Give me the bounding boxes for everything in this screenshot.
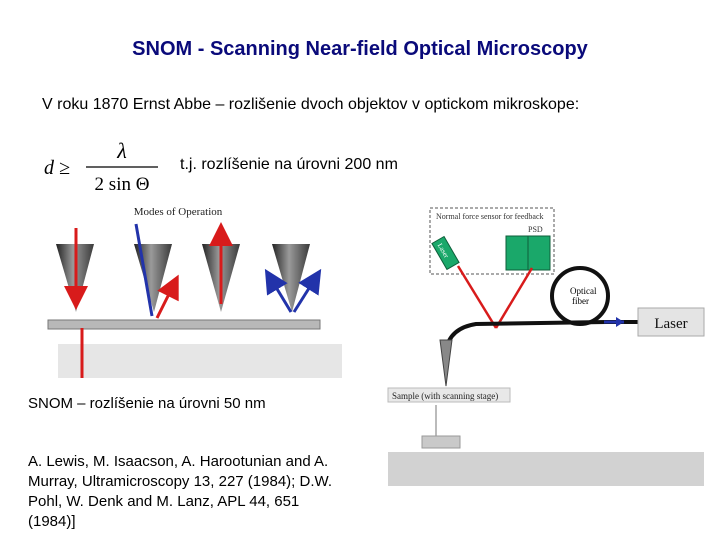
- feedback-laser-label: Laser: [435, 241, 451, 260]
- abbe-statement: V roku 1870 Ernst Abbe – rozlišenie dvoch objektov v optickom mikroskope:: [42, 96, 580, 113]
- formula-denominator: 2 sin Θ: [94, 174, 150, 195]
- snom-setup-figure: [380, 200, 710, 490]
- reflected-beam: [496, 268, 532, 328]
- modes-of-operation-figure: [36, 200, 356, 380]
- fiber-label-2: fiber: [572, 296, 589, 306]
- reference-line: A. Lewis, M. Isaacson, A. Harootunian and A.: [28, 453, 329, 470]
- psd-cell-right: [528, 236, 550, 270]
- sample: [422, 436, 460, 448]
- sample-label: Sample (with scanning stage): [392, 391, 499, 401]
- optical-fiber: [446, 322, 616, 350]
- psd-label: PSD: [528, 225, 543, 234]
- modes-title: Modes of Operation: [133, 206, 223, 218]
- force-sensor-label: Normal force sensor for feedback: [436, 212, 544, 221]
- feedback-laser: [432, 237, 459, 270]
- reference-line: Pohl, W. Denk and M. Lanz, APL 44, 651: [28, 493, 300, 510]
- formula-numerator: λ: [117, 138, 127, 163]
- slide-title: SNOM - Scanning Near-field Optical Microscopy: [132, 38, 588, 60]
- fiber-probe-tip: [440, 340, 452, 386]
- incident-beam: [458, 266, 496, 328]
- laser-arrow: [616, 317, 624, 327]
- reference-line: Murray, Ultramicroscopy 13, 227 (1984); D.W.: [28, 473, 332, 490]
- formula-note: t.j. rozlíšenie na úrovni 200 nm: [180, 156, 398, 173]
- sample-surface: [48, 320, 320, 329]
- psd-cell-left: [506, 236, 528, 270]
- laser-label: Laser: [654, 316, 688, 332]
- abbe-formula: [40, 136, 170, 198]
- reference-line: (1984)]: [28, 513, 76, 530]
- probe-tip-4: [272, 244, 310, 312]
- sample-base: [58, 344, 342, 378]
- formula-lhs: d ≥: [44, 157, 70, 179]
- snom-resolution: SNOM – rozlíšenie na úrovni 50 nm: [28, 395, 266, 412]
- fiber-label-1: Optical: [570, 286, 597, 296]
- scanning-stage: [388, 452, 704, 486]
- references: [28, 452, 368, 532]
